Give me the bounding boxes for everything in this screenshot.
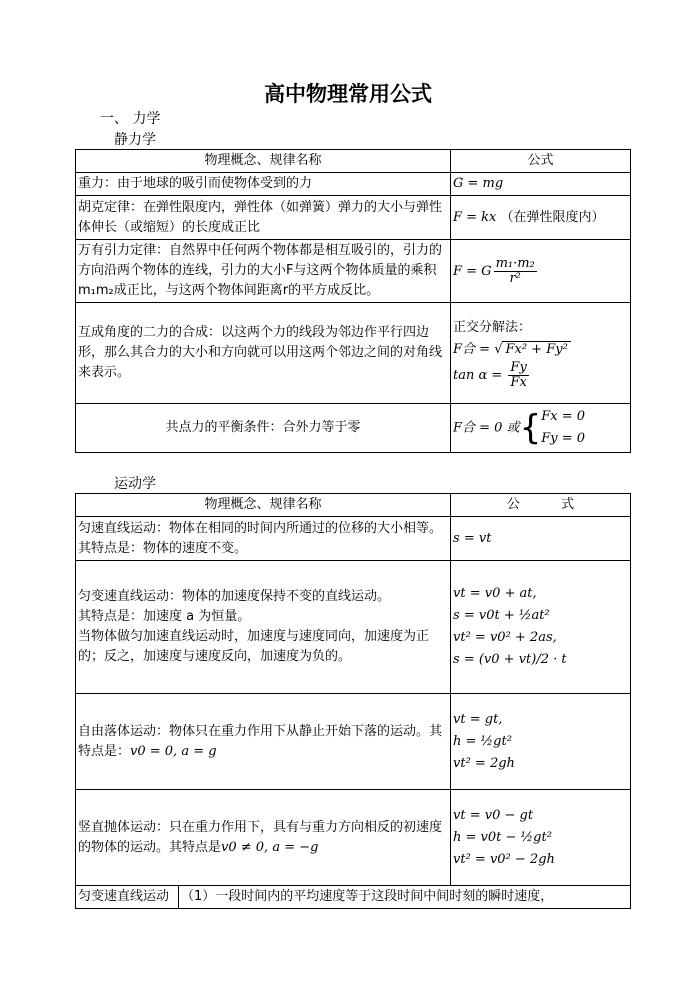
formula-gravity: G = mg xyxy=(453,176,504,191)
vertical-throw-condition: v0 ≠ 0, a = −g xyxy=(221,839,319,855)
subsection-statics: 静力学 xyxy=(114,132,156,148)
header-formula: 公 式 xyxy=(451,494,631,517)
tan-lhs: tan α = xyxy=(453,367,507,383)
resultant-lhs: F合 = xyxy=(453,341,495,357)
formula-average-displacement: s = (v0 + vt)/2 · t xyxy=(453,652,567,667)
average-velocity-note: （1）一段时间内的平均速度等于这段时间中间时刻的瞬时速度， xyxy=(179,886,631,909)
formula-equilibrium-lhs: F合 = 0 或 xyxy=(453,420,520,436)
orthogonal-decomposition-label: 正交分解法： xyxy=(453,319,532,335)
desc-gravity: 重力：由于地球的吸引而使物体受到的力 xyxy=(76,173,451,196)
header-concept: 物理概念、规律名称 xyxy=(76,150,451,173)
brace-glyph: { xyxy=(519,408,542,448)
formula-velocity-squared: vt² = v0² + 2as, xyxy=(453,630,557,645)
formula-gravitation-lhs: F = G xyxy=(453,263,492,279)
desc-hooke: 胡克定律：在弹性限度内，弹性体（如弹簧）弹力的大小与弹性体伸长（或缩短）的长度成正比 xyxy=(76,196,451,240)
header-formula: 公式 xyxy=(451,150,631,173)
equation-system xyxy=(541,406,585,450)
tan-fraction xyxy=(508,361,528,390)
free-fall-condition: v0 = 0, a = g xyxy=(130,743,217,759)
section-heading-mechanics: 一、 力学 xyxy=(100,111,161,127)
desc-uniform-acceleration: 匀变速直线运动：物体的加速度保持不变的直线运动。 其特点是：加速度 a 为恒量。 当物体做匀加速直线运动时，加速度与速度同向，加速度为正的；反之，加速度与速度反向，加速度为负的。 xyxy=(76,561,451,694)
formula-displacement: s = v0t + ½at² xyxy=(453,608,550,623)
subsection-kinematics: 运动学 xyxy=(114,476,156,492)
resultant-radicand: Fx² + Fy² xyxy=(502,341,570,357)
page-title: 高中物理常用公式 xyxy=(264,81,432,106)
desc-uniform-motion: 匀速直线运动：物体在相同的时间内所通过的位移的大小相等。其特点是：物体的速度不变。 xyxy=(76,517,451,561)
desc-gravitation: 万有引力定律：自然界中任何两个物体都是相互吸引的，引力的方向沿两个物体的连线，引力的大小F与这两个物体质量的乘积m₁m₂成正比，与这两个物体间距离r的平方成反比。 xyxy=(76,240,451,303)
free-fall-text: 自由落体运动：物体只在重力作用下从静止开始下落的运动。其特点是： xyxy=(78,723,443,759)
tan-numerator: Fy xyxy=(510,359,527,375)
equation-fx: Fx = 0 xyxy=(541,409,586,424)
fraction-denominator: r² xyxy=(509,270,521,286)
fraction-numerator: m₁·m₂ xyxy=(495,255,535,271)
vertical-throw-text: 竖直抛体运动：只在重力作用下，具有与重力方向相反的初速度的物体的运动。其特点是 xyxy=(78,819,443,855)
formula-vertical-throw-height: h = v0t − ½gt² xyxy=(453,829,552,845)
equation-fy: Fy = 0 xyxy=(541,431,586,446)
formula-hooke-note: （在弹性限度内） xyxy=(500,209,605,225)
desc-uniform-acceleration-properties: 匀变速直线运动 xyxy=(76,886,179,909)
desc-vertical-throw xyxy=(76,790,451,886)
formula-velocity: vt = v0 + at, xyxy=(453,586,537,601)
desc-force-composition: 互成角度的二力的合成：以这两个力的线段为邻边作平行四边形，那么其合力的大小和方向就可以用这两个邻边之间的对角线来表示。 xyxy=(76,303,451,404)
header-concept: 物理概念、规律名称 xyxy=(76,494,451,517)
formula-vertical-throw-velocity: vt = v0 − gt xyxy=(453,807,534,823)
desc-equilibrium: 共点力的平衡条件：合外力等于零 xyxy=(76,404,451,453)
formula-vertical-throw-velocity-squared: vt² = v0² − 2gh xyxy=(453,851,555,867)
formula-resultant: F合 = √ Fx² + Fy² xyxy=(453,339,628,361)
formula-free-fall-height: h = ½gt² xyxy=(453,733,512,749)
formula-tan xyxy=(453,361,628,390)
tan-denominator: Fx xyxy=(510,374,527,390)
desc-free-fall xyxy=(76,694,451,790)
formula-uniform-motion: s = vt xyxy=(453,530,492,546)
kinematics-table xyxy=(75,493,631,909)
formula-free-fall-velocity-squared: vt² = 2gh xyxy=(453,755,515,771)
formula-free-fall-velocity: vt = gt, xyxy=(453,711,503,727)
formula-hooke: F = kx xyxy=(453,209,497,225)
statics-table xyxy=(75,149,631,453)
formula-gravitation-fraction xyxy=(494,257,537,286)
